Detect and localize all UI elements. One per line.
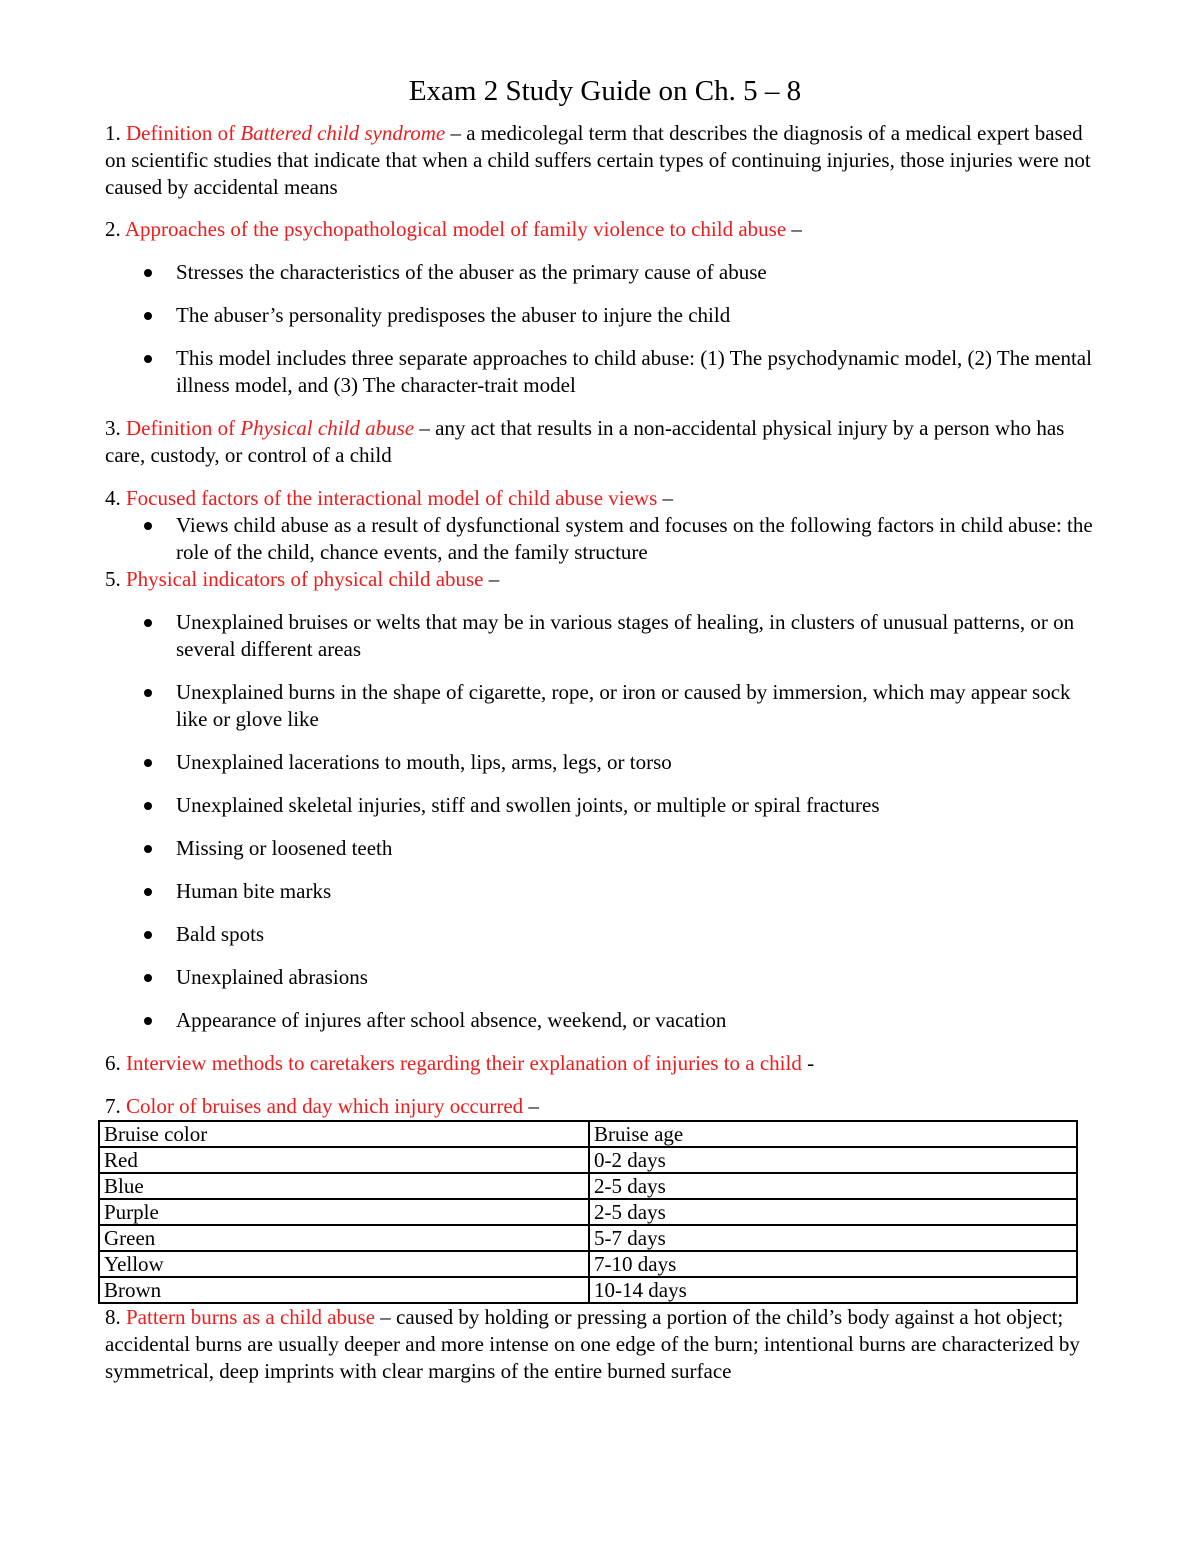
bruise-table [98, 1120, 1078, 1304]
table-row [99, 1199, 1077, 1225]
item-7 [105, 1093, 1095, 1120]
table-row [99, 1173, 1077, 1199]
table-cell: 5-7 days [589, 1225, 1077, 1251]
item-dash: – [786, 217, 802, 241]
table-row [99, 1277, 1077, 1303]
list-item: The abuser’s personality predisposes the abuser to injure the child [176, 302, 1095, 329]
table-cell: 0-2 days [589, 1147, 1077, 1173]
table-cell: Red [99, 1147, 589, 1173]
item-5 [105, 566, 1095, 593]
document-title: Exam 2 Study Guide on Ch. 5 – 8 [408, 75, 802, 107]
table-row [99, 1225, 1077, 1251]
item-heading: Focused factors of the interactional model of child abuse views [126, 486, 658, 510]
table-cell: Purple [99, 1199, 589, 1225]
item-4 [105, 485, 1095, 512]
item-dash: – [483, 567, 500, 591]
table-cell: Green [99, 1225, 589, 1251]
table-row [99, 1147, 1077, 1173]
item-number: 4. [105, 486, 121, 510]
list-item: Unexplained burns in the shape of cigarette, rope, or iron or caused by immersion, which may appear sock like or glove like [176, 679, 1095, 733]
item-2 [105, 216, 1095, 243]
table-row [99, 1251, 1077, 1277]
item-number: 5. [105, 567, 121, 591]
item-number: 7. [105, 1094, 121, 1118]
item-dash: – [445, 121, 467, 145]
table-cell: Blue [99, 1173, 589, 1199]
item-dash: – [414, 416, 436, 440]
list-item: Unexplained abrasions [176, 964, 1095, 991]
list-item: Views child abuse as a result of dysfunctional system and focuses on the following factors in child abuse: the role of the child, chance events, and the family structure [176, 512, 1095, 566]
list-item: Unexplained lacerations to mouth, lips, arms, legs, or torso [176, 749, 1095, 776]
item-heading: Definition of Battered child syndrome [126, 121, 446, 145]
item-4-bullet-list [105, 512, 1095, 566]
list-item: This model includes three separate approaches to child abuse: (1) The psychodynamic model, (2) The mental illness model, and (3) The character-trait model [176, 345, 1095, 399]
list-item: Human bite marks [176, 878, 1095, 905]
item-8 [105, 1304, 1095, 1385]
table-header-cell: Bruise age [589, 1121, 1077, 1147]
item-text: caused by holding or pressing a portion of the child’s body against a hot object; accidental burns are usually deeper and more intense on one edge of the burn; intentional burns are characterized by symmetrical, deep imprints with clear margins of the entire burned surface [105, 1305, 1080, 1383]
item-dash: - [801, 1051, 815, 1075]
item-dash: – [375, 1305, 397, 1329]
item-text: any act that results in a non-accidental physical injury by a person who has care, custody, or control of a child [105, 416, 1065, 467]
list-item: Stresses the characteristics of the abuser as the primary cause of abuse [176, 259, 1095, 286]
item-number: 1. [105, 121, 121, 145]
table-cell: 10-14 days [589, 1277, 1077, 1303]
list-item: Bald spots [176, 921, 1095, 948]
item-1 [105, 120, 1095, 201]
table-cell: Yellow [99, 1251, 589, 1277]
list-item: Unexplained bruises or welts that may be in various stages of healing, in clusters of unusual patterns, or on several different areas [176, 609, 1095, 663]
item-6 [105, 1050, 1095, 1077]
item-dash: – [657, 486, 674, 510]
item-heading: Definition of Physical child abuse [126, 416, 415, 440]
table-header-cell: Bruise color [99, 1121, 589, 1147]
item-heading: Physical indicators of physical child abuse [126, 567, 484, 591]
item-heading: Approaches of the psychopathological model of family violence to child abuse [124, 217, 787, 241]
item-number: 8. [105, 1305, 121, 1329]
list-item: Unexplained skeletal injuries, stiff and swollen joints, or multiple or spiral fractures [176, 792, 1095, 819]
item-text: a medicolegal term that describes the diagnosis of a medical expert based on scientific studies that indicate that when a child suffers certain types of continuing injuries, those injuries were not caused by accidental means [105, 121, 1091, 199]
item-number: 2. [105, 217, 121, 241]
item-heading: Interview methods to caretakers regarding their explanation of injuries to a child [126, 1051, 802, 1075]
list-item: Missing or loosened teeth [176, 835, 1095, 862]
item-dash: – [523, 1094, 539, 1118]
item-heading: Pattern burns as a child abuse [126, 1305, 376, 1329]
item-3 [105, 415, 1095, 469]
table-cell: 2-5 days [589, 1199, 1077, 1225]
item-number: 6. [105, 1051, 121, 1075]
table-header-row [99, 1121, 1077, 1147]
table-cell: 2-5 days [589, 1173, 1077, 1199]
table-cell: 7-10 days [589, 1251, 1077, 1277]
document-page [105, 72, 1095, 1385]
item-heading: Color of bruises and day which injury occurred [126, 1094, 524, 1118]
list-item: Appearance of injures after school absence, weekend, or vacation [176, 1007, 1095, 1034]
item-5-bullet-list [105, 609, 1095, 1034]
item-number: 3. [105, 416, 121, 440]
table-cell: Brown [99, 1277, 589, 1303]
item-2-bullet-list [105, 259, 1095, 399]
